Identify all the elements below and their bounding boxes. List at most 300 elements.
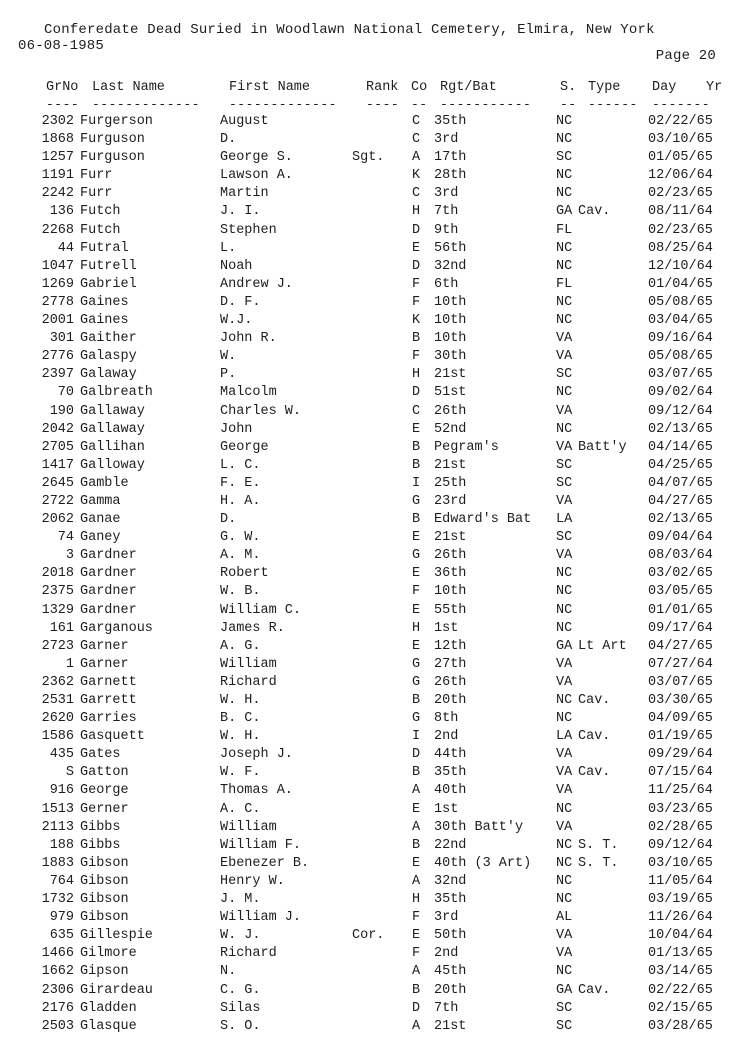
- col-last-name: Last Name: [92, 80, 165, 95]
- grno-cell: 161: [49, 620, 74, 636]
- last-name-cell: Gabriel: [80, 276, 137, 292]
- first-name-cell: James R.: [220, 620, 285, 636]
- table-row: [0, 1019, 750, 1037]
- state-cell: VA: [556, 349, 573, 365]
- company-cell: A: [411, 1018, 421, 1034]
- col-rank: Rank: [366, 80, 399, 95]
- regiment-cell: 21st: [434, 457, 467, 473]
- first-name-cell: W. H.: [220, 729, 261, 745]
- grno-cell: 1: [65, 656, 74, 672]
- grno-cell: 1047: [41, 258, 74, 274]
- last-name-cell: Gamble: [80, 475, 129, 491]
- regiment-cell: 32nd: [434, 258, 467, 274]
- regiment-cell: 26th: [434, 674, 467, 690]
- state-cell: VA: [556, 747, 573, 763]
- death-date-cell: 02/13/65: [648, 421, 713, 437]
- last-name-cell: Gilmore: [80, 946, 137, 962]
- death-date-cell: 02/23/65: [648, 222, 713, 238]
- first-name-cell: W. H.: [220, 693, 261, 708]
- death-date-cell: 02/22/65: [648, 114, 713, 129]
- table-row: [0, 259, 750, 277]
- death-date-cell: 08/25/64: [648, 240, 713, 256]
- divider-first-name: -------------: [229, 97, 337, 112]
- state-cell: VA: [556, 403, 573, 419]
- table-row: [0, 603, 750, 621]
- table-row: [0, 404, 750, 422]
- regiment-cell: 3rd: [434, 910, 459, 926]
- state-cell: SC: [556, 1018, 573, 1034]
- state-cell: LA: [556, 512, 573, 528]
- last-name-cell: Gamma: [80, 493, 121, 509]
- death-date-cell: 02/15/65: [648, 1000, 713, 1016]
- type-cell: Lt Art: [578, 638, 627, 654]
- grno-cell: 136: [49, 204, 74, 220]
- first-name-cell: W. J.: [220, 928, 261, 944]
- regiment-cell: 6th: [434, 276, 459, 292]
- state-cell: SC: [556, 475, 573, 491]
- death-date-cell: 09/17/64: [648, 620, 713, 636]
- state-cell: SC: [556, 457, 573, 473]
- company-cell: C: [411, 132, 421, 148]
- company-cell: E: [411, 855, 421, 871]
- last-name-cell: Gipson: [80, 964, 129, 980]
- col-company: Co: [411, 80, 428, 95]
- company-cell: A: [411, 150, 421, 166]
- divider-last-name: -------------: [92, 97, 200, 112]
- col-day: Day: [652, 80, 677, 95]
- last-name-cell: Gibson: [80, 855, 129, 871]
- regiment-cell: 10th: [434, 331, 467, 347]
- table-row: [0, 747, 750, 765]
- grno-cell: 1883: [41, 855, 74, 871]
- table-row: [0, 548, 750, 566]
- death-date-cell: 03/05/65: [648, 584, 713, 600]
- death-date-cell: 02/22/65: [648, 982, 713, 998]
- first-name-cell: G. W.: [220, 530, 261, 546]
- death-date-cell: 12/10/64: [648, 258, 713, 274]
- table-row: [0, 657, 750, 675]
- first-name-cell: Andrew J.: [220, 276, 293, 292]
- first-name-cell: P.: [220, 367, 237, 383]
- last-name-cell: Gibbs: [80, 837, 121, 853]
- document-title: Conferedate Dead Suried in Woodlawn National Cemetery, Elmira, New York: [44, 22, 655, 38]
- divider-date: -------: [652, 97, 711, 112]
- first-name-cell: William J.: [220, 910, 302, 926]
- table-row: [0, 964, 750, 982]
- last-name-cell: Gardner: [80, 548, 137, 564]
- regiment-cell: 3rd: [434, 186, 459, 202]
- col-first-name: First Name: [229, 80, 311, 95]
- company-cell: F: [411, 276, 421, 292]
- company-cell: E: [411, 530, 421, 546]
- table-row: [0, 621, 750, 639]
- first-name-cell: William: [220, 656, 277, 672]
- first-name-cell: W. F.: [220, 765, 261, 781]
- death-date-cell: 11/26/64: [648, 910, 713, 926]
- type-cell: Cav.: [578, 693, 611, 708]
- last-name-cell: Gibson: [80, 873, 129, 889]
- table-row: [0, 946, 750, 964]
- first-name-cell: Lawson A.: [220, 168, 293, 184]
- last-name-cell: Garnett: [80, 674, 137, 690]
- type-cell: Cav.: [578, 982, 611, 998]
- table-row: [0, 783, 750, 801]
- last-name-cell: Furr: [80, 186, 113, 202]
- regiment-cell: 3rd: [434, 132, 459, 148]
- death-date-cell: 04/09/65: [648, 711, 713, 727]
- grno-cell: 2018: [41, 566, 74, 582]
- company-cell: C: [411, 114, 421, 129]
- last-name-cell: Furguson: [80, 132, 145, 148]
- regiment-cell: 56th: [434, 240, 467, 256]
- first-name-cell: N.: [220, 964, 237, 980]
- company-cell: K: [411, 313, 421, 329]
- last-name-cell: Gaines: [80, 313, 129, 329]
- regiment-cell: 40th: [434, 783, 467, 799]
- death-date-cell: 05/08/65: [648, 349, 713, 365]
- state-cell: NC: [556, 711, 573, 727]
- table-row: [0, 295, 750, 313]
- state-cell: NC: [556, 240, 573, 256]
- company-cell: H: [411, 892, 421, 908]
- grno-cell: 1269: [41, 276, 74, 292]
- state-cell: NC: [556, 566, 573, 582]
- regiment-cell: 26th: [434, 403, 467, 419]
- table-row: [0, 186, 750, 204]
- company-cell: E: [411, 928, 421, 944]
- grno-cell: 2645: [41, 475, 74, 491]
- first-name-cell: Joseph J.: [220, 747, 293, 763]
- state-cell: NC: [556, 385, 573, 401]
- last-name-cell: Gates: [80, 747, 121, 763]
- divider-grno: ----: [46, 97, 80, 112]
- grno-cell: 2042: [41, 421, 74, 437]
- grno-cell: 1329: [41, 602, 74, 618]
- state-cell: VA: [556, 656, 573, 672]
- table-row: [0, 928, 750, 946]
- grno-cell: 764: [49, 873, 74, 889]
- regiment-cell: 2nd: [434, 729, 459, 745]
- grno-cell: 74: [57, 530, 74, 546]
- table-row: [0, 476, 750, 494]
- first-name-cell: D.: [220, 512, 237, 528]
- death-date-cell: 05/08/65: [648, 294, 713, 310]
- death-date-cell: 04/14/65: [648, 439, 713, 455]
- regiment-cell: 1st: [434, 801, 459, 817]
- regiment-cell: 25th: [434, 475, 467, 491]
- death-date-cell: 12/06/64: [648, 168, 713, 184]
- regiment-cell: 35th: [434, 114, 467, 129]
- state-cell: NC: [556, 873, 573, 889]
- grno-cell: 1868: [41, 132, 74, 148]
- last-name-cell: Glasque: [80, 1018, 137, 1034]
- regiment-cell: 9th: [434, 222, 459, 238]
- state-cell: VA: [556, 819, 573, 835]
- col-grno: GrNo: [46, 80, 79, 95]
- death-date-cell: 03/07/65: [648, 674, 713, 690]
- first-name-cell: Ebenezer B.: [220, 855, 310, 871]
- grno-cell: 2113: [41, 819, 74, 835]
- col-year: Yr: [706, 80, 723, 95]
- regiment-cell: 32nd: [434, 873, 467, 889]
- table-row: [0, 349, 750, 367]
- first-name-cell: William: [220, 819, 277, 835]
- table-row: [0, 910, 750, 928]
- regiment-cell: 21st: [434, 1018, 467, 1034]
- company-cell: G: [411, 711, 421, 727]
- grno-cell: 2362: [41, 674, 74, 690]
- company-cell: F: [411, 349, 421, 365]
- death-date-cell: 08/11/64: [648, 204, 713, 220]
- first-name-cell: Charles W.: [220, 403, 302, 419]
- death-date-cell: 03/23/65: [648, 801, 713, 817]
- grno-cell: 2001: [41, 313, 74, 329]
- grno-cell: 2620: [41, 711, 74, 727]
- first-name-cell: S. O.: [220, 1018, 261, 1034]
- table-row: [0, 983, 750, 1001]
- death-date-cell: 10/04/64: [648, 928, 713, 944]
- last-name-cell: Garner: [80, 638, 129, 654]
- company-cell: A: [411, 873, 421, 889]
- last-name-cell: Gardner: [80, 602, 137, 618]
- state-cell: GA: [556, 638, 573, 654]
- first-name-cell: George S.: [220, 150, 293, 166]
- regiment-cell: 30th: [434, 349, 467, 365]
- company-cell: F: [411, 946, 421, 962]
- regiment-cell: 36th: [434, 566, 467, 582]
- company-cell: B: [411, 765, 421, 781]
- regiment-cell: 27th: [434, 656, 467, 672]
- table-row: [0, 856, 750, 874]
- company-cell: B: [411, 331, 421, 347]
- company-cell: E: [411, 801, 421, 817]
- table-row: [0, 114, 750, 132]
- first-name-cell: L.: [220, 240, 237, 256]
- death-date-cell: 02/28/65: [648, 819, 713, 835]
- company-cell: A: [411, 783, 421, 799]
- last-name-cell: Gibson: [80, 892, 129, 908]
- state-cell: NC: [556, 801, 573, 817]
- death-date-cell: 03/10/65: [648, 132, 713, 148]
- regiment-cell: 10th: [434, 294, 467, 310]
- last-name-cell: Futch: [80, 222, 121, 238]
- state-cell: NC: [556, 855, 573, 871]
- last-name-cell: Futral: [80, 240, 129, 256]
- death-date-cell: 01/05/65: [648, 150, 713, 166]
- first-name-cell: W. B.: [220, 584, 261, 600]
- table-row: [0, 385, 750, 403]
- grno-cell: 190: [49, 403, 74, 419]
- company-cell: D: [411, 385, 421, 401]
- first-name-cell: W.: [220, 349, 237, 365]
- first-name-cell: Richard: [220, 674, 277, 690]
- table-row: [0, 711, 750, 729]
- company-cell: A: [411, 819, 421, 835]
- regiment-cell: 35th: [434, 765, 467, 781]
- grno-cell: 2705: [41, 439, 74, 455]
- grno-cell: 2776: [41, 349, 74, 365]
- regiment-cell: 35th: [434, 892, 467, 908]
- regiment-cell: 2nd: [434, 946, 459, 962]
- first-name-cell: F. E.: [220, 475, 261, 491]
- first-name-cell: Richard: [220, 946, 277, 962]
- state-cell: VA: [556, 439, 573, 455]
- company-cell: E: [411, 602, 421, 618]
- grno-cell: 2531: [41, 693, 74, 708]
- regiment-cell: 23rd: [434, 493, 467, 509]
- state-cell: NC: [556, 168, 573, 184]
- last-name-cell: Garrett: [80, 693, 137, 708]
- table-row: [0, 693, 750, 711]
- column-header-row: [0, 80, 750, 110]
- grno-cell: 2242: [41, 186, 74, 202]
- type-cell: Cav.: [578, 765, 611, 781]
- table-row: [0, 802, 750, 820]
- table-row: [0, 639, 750, 657]
- grno-cell: 1466: [41, 946, 74, 962]
- table-row: [0, 838, 750, 856]
- regiment-cell: 50th: [434, 928, 467, 944]
- table-row: [0, 765, 750, 783]
- last-name-cell: Gallaway: [80, 421, 145, 437]
- death-date-cell: 09/12/64: [648, 837, 713, 853]
- death-date-cell: 03/04/65: [648, 313, 713, 329]
- divider-state: --: [560, 97, 577, 112]
- table-row: [0, 150, 750, 168]
- divider-type: ------: [588, 97, 638, 112]
- first-name-cell: John: [220, 421, 253, 437]
- first-name-cell: Thomas A.: [220, 783, 293, 799]
- state-cell: SC: [556, 530, 573, 546]
- first-name-cell: H. A.: [220, 493, 261, 509]
- grno-cell: 1257: [41, 150, 74, 166]
- company-cell: B: [411, 982, 421, 998]
- table-row: [0, 820, 750, 838]
- company-cell: F: [411, 584, 421, 600]
- grno-cell: 2778: [41, 294, 74, 310]
- state-cell: NC: [556, 258, 573, 274]
- death-date-cell: 07/27/64: [648, 656, 713, 672]
- grno-cell: 1191: [41, 168, 74, 184]
- regiment-cell: 21st: [434, 530, 467, 546]
- regiment-cell: 40th (3 Art): [434, 855, 532, 871]
- company-cell: E: [411, 421, 421, 437]
- last-name-cell: Gardner: [80, 566, 137, 582]
- last-name-cell: Gasquett: [80, 729, 145, 745]
- company-cell: B: [411, 439, 421, 455]
- last-name-cell: Futrell: [80, 258, 137, 274]
- print-date: 06-08-1985: [18, 38, 105, 54]
- type-cell: S. T.: [578, 855, 619, 871]
- state-cell: VA: [556, 783, 573, 799]
- regiment-cell: 17th: [434, 150, 467, 166]
- first-name-cell: Martin: [220, 186, 269, 202]
- state-cell: VA: [556, 765, 573, 781]
- company-cell: G: [411, 548, 421, 564]
- rank-cell: Cor.: [352, 928, 385, 944]
- death-date-cell: 01/19/65: [648, 729, 713, 745]
- first-name-cell: W.J.: [220, 313, 253, 329]
- state-cell: VA: [556, 674, 573, 690]
- last-name-cell: Furguson: [80, 150, 145, 166]
- death-date-cell: 11/05/64: [648, 873, 713, 889]
- last-name-cell: Gallihan: [80, 439, 145, 455]
- company-cell: I: [411, 475, 421, 491]
- grno-cell: 2268: [41, 222, 74, 238]
- company-cell: G: [411, 493, 421, 509]
- company-cell: D: [411, 258, 421, 274]
- grno-cell: 188: [49, 837, 74, 853]
- last-name-cell: Garner: [80, 656, 129, 672]
- last-name-cell: Gaither: [80, 331, 137, 347]
- type-cell: Cav.: [578, 729, 611, 745]
- first-name-cell: D.: [220, 132, 237, 148]
- first-name-cell: George: [220, 439, 269, 455]
- divider-regiment: -----------: [440, 97, 532, 112]
- type-cell: Cav.: [578, 204, 611, 220]
- table-row: [0, 874, 750, 892]
- first-name-cell: J. I.: [220, 204, 261, 220]
- table-row: [0, 241, 750, 259]
- state-cell: NC: [556, 186, 573, 202]
- grno-cell: 979: [49, 910, 74, 926]
- first-name-cell: Robert: [220, 566, 269, 582]
- state-cell: SC: [556, 367, 573, 383]
- first-name-cell: B. C.: [220, 711, 261, 727]
- company-cell: D: [411, 222, 421, 238]
- grno-cell: 70: [57, 385, 74, 401]
- last-name-cell: Futch: [80, 204, 121, 220]
- grno-cell: S: [65, 765, 74, 781]
- grno-cell: 2375: [41, 584, 74, 600]
- death-date-cell: 02/23/65: [648, 186, 713, 202]
- regiment-cell: 12th: [434, 638, 467, 654]
- death-date-cell: 02/13/65: [648, 512, 713, 528]
- table-row: [0, 1001, 750, 1019]
- first-name-cell: John R.: [220, 331, 277, 347]
- table-row: [0, 313, 750, 331]
- death-date-cell: 09/04/64: [648, 530, 713, 546]
- company-cell: B: [411, 837, 421, 853]
- state-cell: GA: [556, 204, 573, 220]
- table-row: [0, 132, 750, 150]
- table-row: [0, 331, 750, 349]
- death-date-cell: 01/01/65: [648, 602, 713, 618]
- state-cell: NC: [556, 313, 573, 329]
- grno-cell: 435: [49, 747, 74, 763]
- last-name-cell: Gerner: [80, 801, 129, 817]
- state-cell: VA: [556, 928, 573, 944]
- regiment-cell: Edward's Bat: [434, 512, 532, 528]
- company-cell: K: [411, 168, 421, 184]
- death-date-cell: 11/25/64: [648, 783, 713, 799]
- last-name-cell: Gallaway: [80, 403, 145, 419]
- state-cell: GA: [556, 982, 573, 998]
- last-name-cell: Gibson: [80, 910, 129, 926]
- regiment-cell: 8th: [434, 711, 459, 727]
- col-regiment: Rgt/Bat: [440, 80, 497, 95]
- last-name-cell: Galaspy: [80, 349, 137, 365]
- divider-company: --: [411, 97, 428, 112]
- table-row: [0, 675, 750, 693]
- table-row: [0, 204, 750, 222]
- state-cell: NC: [556, 837, 573, 853]
- table-row: [0, 458, 750, 476]
- company-cell: B: [411, 457, 421, 473]
- state-cell: VA: [556, 493, 573, 509]
- state-cell: FL: [556, 222, 573, 238]
- last-name-cell: Furr: [80, 168, 113, 184]
